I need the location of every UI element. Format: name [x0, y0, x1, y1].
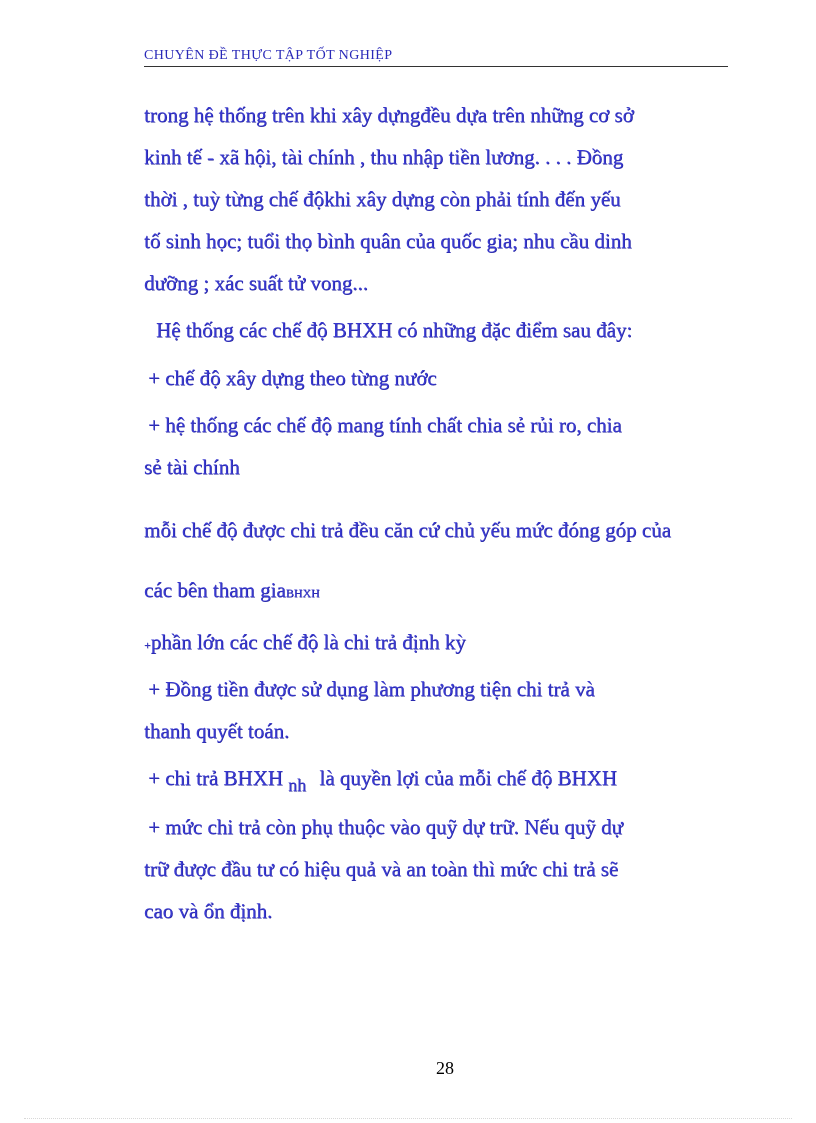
body-line: mỗi chế độ được chi trả đều căn cứ chủ yếu mức đóng góp của — [144, 518, 671, 542]
running-header: CHUYÊN ĐỀ THỰC TẬP TỐT NGHIỆP — [144, 48, 728, 67]
page-bottom-border — [24, 1118, 792, 1119]
subscript-text: nh — [288, 775, 307, 795]
body-line: cao và ổn định. — [144, 899, 273, 923]
body-line: + chế độ xây dựng theo từng nước — [148, 366, 437, 390]
body-text: + chi trả BHXH — [148, 766, 283, 790]
body-text-small: BHXH — [285, 586, 320, 600]
page-number: 28 — [436, 1058, 454, 1078]
body-line: thời , tuỳ từng chế độkhi xây dựng còn phải tính đến yếu — [144, 187, 621, 211]
body-line: sẻ tài chính — [144, 455, 240, 479]
body-line: kinh tế - xã hội, tài chính , thu nhập tiền lương. . . . Đồng — [144, 145, 624, 169]
body-text: phần lớn các chế độ là chi trả định kỳ — [150, 630, 466, 654]
body-line — [144, 630, 466, 655]
body-line: + hệ thống các chế độ mang tính chất chia sẻ rủi ro, chia — [148, 413, 622, 437]
plus-marker: + — [144, 638, 151, 652]
body-line: + mức chi trả còn phụ thuộc vào quỹ dự trữ. Nếu quỹ dự — [148, 815, 623, 839]
body-line: tố sinh học; tuổi thọ bình quân của quốc gia; nhu cầu dinh — [144, 229, 632, 253]
body-line: + Đồng tiền được sử dụng làm phương tiện chi trả và — [148, 677, 595, 701]
body-line: dưỡng ; xác suất tử vong... — [144, 271, 369, 295]
body-line — [144, 578, 320, 603]
body-line — [148, 766, 617, 795]
body-text: các bên tham gia — [144, 578, 286, 602]
body-line: Hệ thống các chế độ BHXH có những đặc điểm sau đây: — [156, 318, 633, 342]
body-line: trữ được đầu tư có hiệu quả và an toàn thì mức chi trả sẽ — [144, 857, 619, 881]
body-line: trong hệ thống trên khi xây dựngđều dựa trên những cơ sở — [144, 103, 634, 127]
body-text: là quyền lợi của mỗi chế độ BHXH — [319, 766, 617, 790]
body-line: thanh quyết toán. — [144, 719, 290, 743]
